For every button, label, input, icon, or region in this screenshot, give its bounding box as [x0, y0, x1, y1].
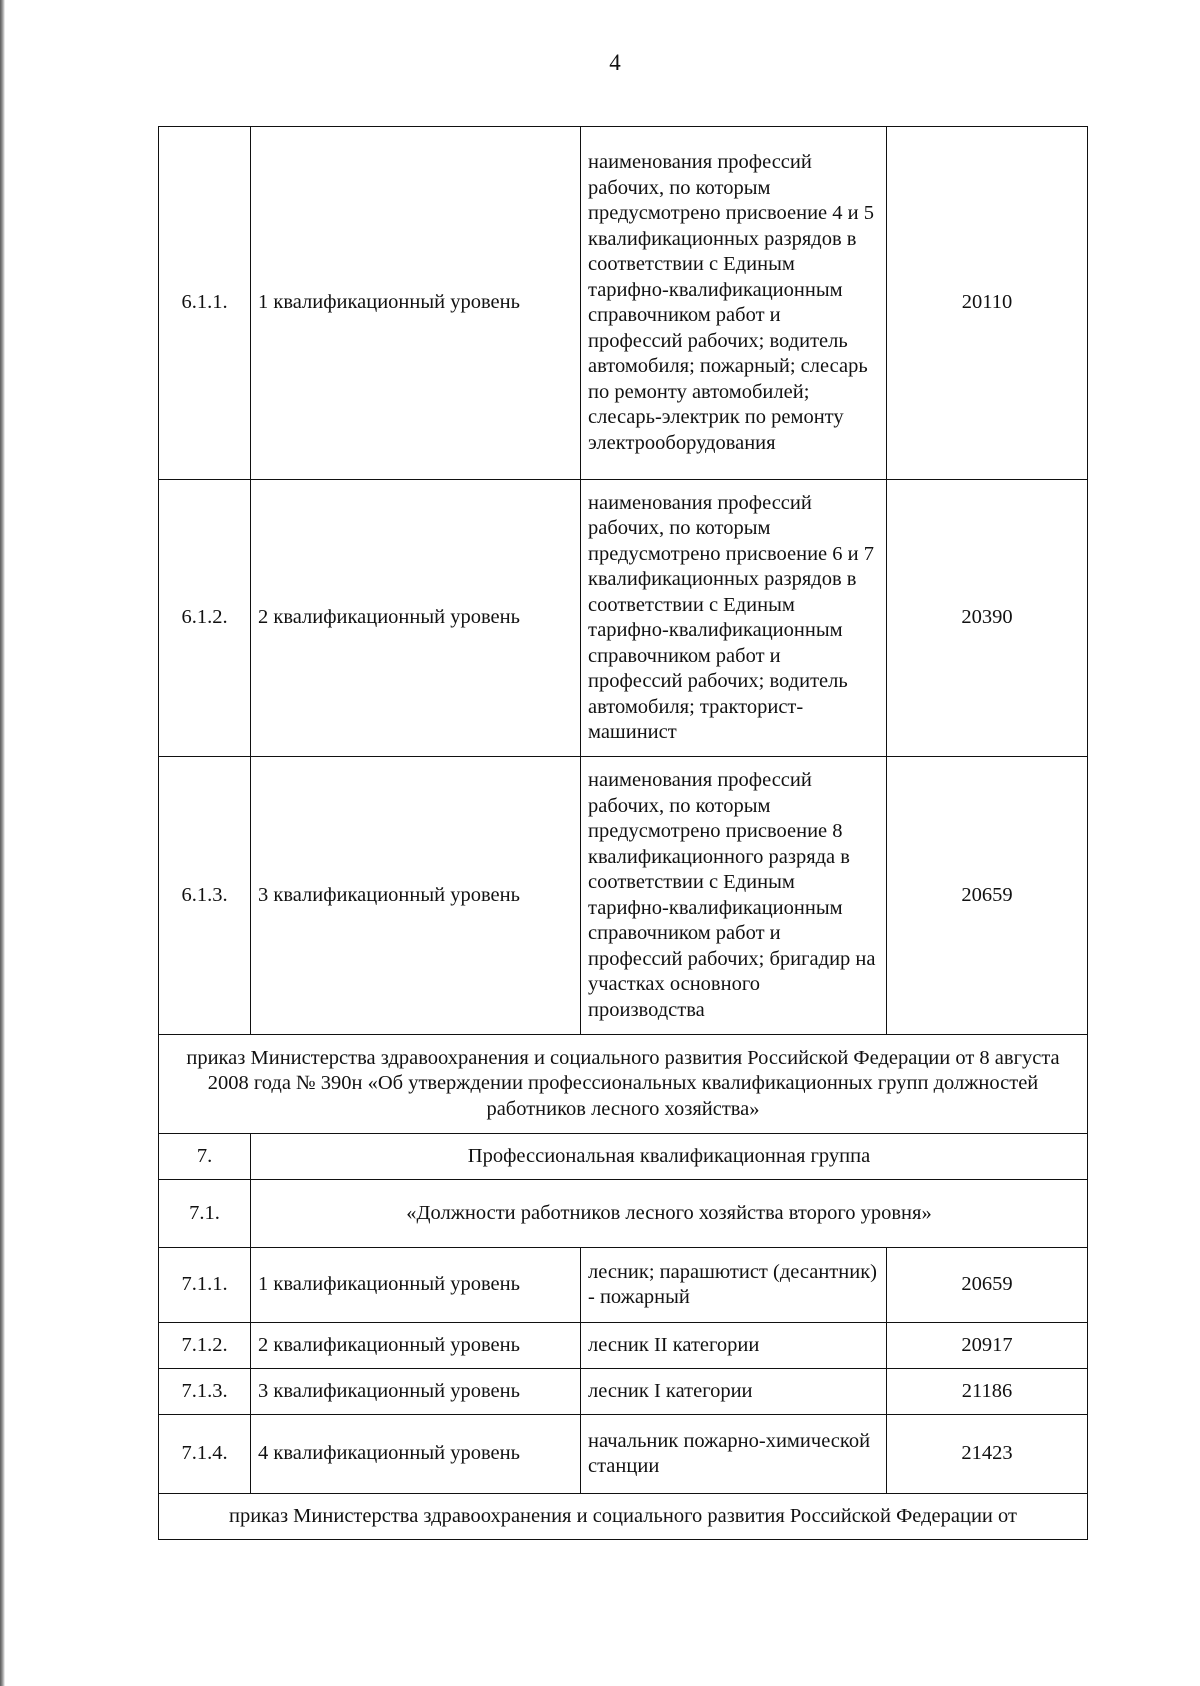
salary-table [158, 126, 1088, 1540]
qualification-level: 3 квалификационный уровень [251, 1369, 581, 1415]
qualification-level: 1 квалификационный уровень [251, 127, 581, 480]
group-number: 7. [159, 1134, 251, 1180]
subgroup-number: 7.1. [159, 1180, 251, 1248]
table-row [159, 1248, 1088, 1323]
row-number: 7.1.2. [159, 1323, 251, 1369]
row-number: 6.1.3. [159, 757, 251, 1035]
scan-edge [0, 0, 5, 1686]
salary-value: 20659 [887, 757, 1088, 1035]
qualification-level: 2 квалификационный уровень [251, 480, 581, 757]
table-row [159, 480, 1088, 757]
row-number: 6.1.2. [159, 480, 251, 757]
salary-value: 21186 [887, 1369, 1088, 1415]
subgroup-row [159, 1180, 1088, 1248]
table-row [159, 757, 1088, 1035]
table-row [159, 127, 1088, 480]
salary-value: 20390 [887, 480, 1088, 757]
salary-value: 21423 [887, 1415, 1088, 1494]
position-description: лесник; парашютист (десантник) - пожарный [581, 1248, 887, 1323]
position-description: наименования профессий рабочих, по которым предусмотрено присвоение 6 и 7 квалификационных разрядов в соответствии с Единым тарифно-квалификационным справочником работ и профессий рабочих; водитель автомобиля; тракторист-машинист [581, 480, 887, 757]
qualification-level: 4 квалификационный уровень [251, 1415, 581, 1494]
row-number: 7.1.3. [159, 1369, 251, 1415]
qualification-level: 2 квалификационный уровень [251, 1323, 581, 1369]
page-number: 4 [609, 50, 621, 75]
order-reference-text: приказ Министерства здравоохранения и социального развития Российской Федерации от [159, 1494, 1088, 1540]
group-title: Профессиональная квалификационная группа [251, 1134, 1088, 1180]
salary-value: 20917 [887, 1323, 1088, 1369]
row-number: 7.1.1. [159, 1248, 251, 1323]
salary-value: 20659 [887, 1248, 1088, 1323]
qualification-level: 1 квалификационный уровень [251, 1248, 581, 1323]
table-row [159, 1323, 1088, 1369]
position-description: лесник II категории [581, 1323, 887, 1369]
qualification-level: 3 квалификационный уровень [251, 757, 581, 1035]
position-description: лесник I категории [581, 1369, 887, 1415]
table-row [159, 1369, 1088, 1415]
position-description: наименования профессий рабочих, по которым предусмотрено присвоение 8 квалификационного разряда в соответствии с Единым тарифно-квалификационным справочником работ и профессий рабочих; бригадир на участках основного производства [581, 757, 887, 1035]
salary-value: 20110 [887, 127, 1088, 480]
order-reference-row [159, 1494, 1088, 1540]
row-number: 6.1.1. [159, 127, 251, 480]
order-reference-text: приказ Министерства здравоохранения и социального развития Российской Федерации от 8 августа 2008 года № 390н «Об утверждении профессиональных квалификационных групп должностей работников лесного хозяйства» [159, 1035, 1088, 1134]
order-reference-row [159, 1035, 1088, 1134]
position-description: наименования профессий рабочих, по которым предусмотрено присвоение 4 и 5 квалификационных разрядов в соответствии с Единым тарифно-квалификационным справочником работ и профессий рабочих; водитель автомобиля; пожарный; слесарь по ремонту автомобилей; слесарь-электрик по ремонту электрооборудования [581, 127, 887, 480]
row-number: 7.1.4. [159, 1415, 251, 1494]
position-description: начальник пожарно-химической станции [581, 1415, 887, 1494]
group-row [159, 1134, 1088, 1180]
subgroup-title: «Должности работников лесного хозяйства второго уровня» [251, 1180, 1088, 1248]
table-row [159, 1415, 1088, 1494]
